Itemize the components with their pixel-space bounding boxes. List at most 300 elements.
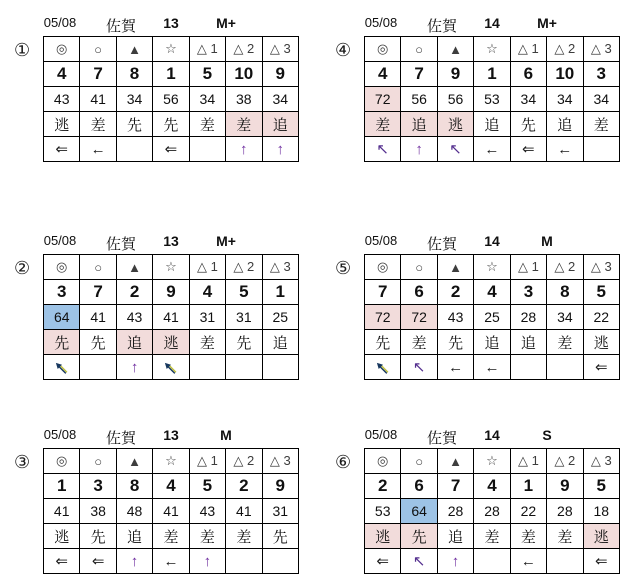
- running-style-cell: 差: [189, 112, 225, 137]
- arrow-cell: [474, 355, 510, 380]
- entry-number-cell: 5: [189, 474, 225, 499]
- number-row: [44, 62, 299, 87]
- arrow-left-icon: ←: [484, 140, 500, 158]
- table-index-badge: ③: [14, 452, 31, 472]
- running-style-cell: 差: [401, 330, 437, 355]
- percent-cell: 53: [365, 499, 401, 524]
- mark-symbol-cell: ▲: [437, 255, 473, 280]
- entry-number-cell: 4: [474, 474, 510, 499]
- entry-number-cell: 7: [80, 280, 116, 305]
- mark-symbol-cell: △ 3: [262, 449, 298, 474]
- table-index-badge: ④: [335, 40, 352, 60]
- symbol-row: [44, 255, 299, 280]
- arrow-cell: [437, 549, 473, 574]
- running-style-cell: 先: [437, 330, 473, 355]
- entry-number-cell: 1: [474, 62, 510, 87]
- running-style-row: [44, 524, 299, 549]
- percent-cell: 28: [547, 499, 583, 524]
- entry-number-cell: 2: [437, 280, 473, 305]
- mark-symbol-cell: ☆: [474, 255, 510, 280]
- arrow-cell: [44, 355, 80, 380]
- mark-symbol-cell: △ 2: [547, 255, 583, 280]
- mark-symbol-cell: ◎: [44, 449, 80, 474]
- entry-number-cell: 9: [153, 280, 189, 305]
- prediction-table: [364, 448, 620, 574]
- percent-cell: 41: [80, 87, 116, 112]
- arrow-left-icon: ←: [520, 552, 536, 570]
- race-block-4: [335, 12, 620, 162]
- mark-symbol-cell: ☆: [153, 37, 189, 62]
- mark-symbol-cell: ○: [80, 37, 116, 62]
- arrow-cell: [80, 549, 116, 574]
- arrow-double-left-icon: ⇐: [55, 552, 68, 570]
- arrow-double-left-icon: ⇐: [522, 140, 535, 158]
- percent-row: [44, 305, 299, 330]
- grade-label: S: [542, 427, 552, 443]
- percent-cell: 41: [153, 305, 189, 330]
- mark-symbol-cell: ☆: [474, 37, 510, 62]
- table-header: [364, 12, 620, 36]
- running-style-cell: 追: [116, 524, 152, 549]
- mark-symbol-cell: ▲: [437, 449, 473, 474]
- percent-cell: 53: [474, 87, 510, 112]
- symbol-row: [365, 449, 620, 474]
- prediction-table: [43, 36, 299, 162]
- percent-cell: 72: [365, 305, 401, 330]
- arrow-cell: [365, 137, 401, 162]
- mark-symbol-cell: ☆: [474, 449, 510, 474]
- arrow-cell: [153, 549, 189, 574]
- entry-number-cell: 2: [226, 474, 262, 499]
- table-index-badge: ⑥: [335, 452, 352, 472]
- percent-cell: 18: [583, 499, 619, 524]
- arrow-cell: [583, 137, 619, 162]
- running-style-cell: 先: [80, 524, 116, 549]
- prediction-table: [43, 254, 299, 380]
- percent-cell: 41: [226, 499, 262, 524]
- percent-cell: 64: [401, 499, 437, 524]
- running-style-cell: 逃: [44, 112, 80, 137]
- table-index-badge: ①: [14, 40, 31, 60]
- table-index-badge: ⑤: [335, 258, 352, 278]
- mark-symbol-cell: △ 1: [510, 255, 546, 280]
- entry-number-cell: 3: [44, 280, 80, 305]
- arrow-up-icon: ↑: [415, 140, 423, 158]
- running-style-cell: 逃: [437, 112, 473, 137]
- entry-number-cell: 7: [437, 474, 473, 499]
- percent-row: [365, 499, 620, 524]
- percent-cell: 34: [547, 305, 583, 330]
- arrow-row: [365, 137, 620, 162]
- arrow-double-left-icon: ⇐: [55, 140, 68, 158]
- running-style-cell: 先: [365, 330, 401, 355]
- arrow-cell: [153, 355, 189, 380]
- arrow-cell: [262, 355, 298, 380]
- entry-number-cell: 9: [262, 62, 298, 87]
- race-number-label: 14: [484, 427, 500, 443]
- prediction-table: [364, 254, 620, 380]
- running-style-cell: 先: [226, 330, 262, 355]
- percent-cell: 34: [547, 87, 584, 112]
- arrow-cell: [226, 137, 263, 162]
- percent-cell: 34: [262, 87, 298, 112]
- entry-number-cell: 6: [510, 62, 546, 87]
- race-block-1: [14, 12, 299, 162]
- mark-symbol-cell: ○: [80, 255, 116, 280]
- arrow-cell: [262, 549, 298, 574]
- race-number-label: 13: [163, 15, 179, 31]
- arrow-nw-icon: ↖: [412, 358, 426, 376]
- running-style-cell: 差: [474, 524, 510, 549]
- running-style-cell: 差: [365, 112, 401, 137]
- running-style-cell: 逃: [153, 330, 189, 355]
- arrow-nw-icon: ↖: [412, 552, 426, 570]
- arrow-cell: [437, 355, 473, 380]
- entry-number-cell: 2: [365, 474, 401, 499]
- arrow-cell: [226, 549, 262, 574]
- percent-cell: 72: [365, 87, 401, 112]
- entry-number-cell: 4: [189, 280, 225, 305]
- arrow-double-left-icon: ⇐: [594, 552, 608, 570]
- number-row: [365, 474, 620, 499]
- mark-symbol-cell: △ 2: [226, 449, 262, 474]
- entry-number-cell: 1: [44, 474, 80, 499]
- arrow-cell: [547, 137, 584, 162]
- running-style-cell: 差: [153, 524, 189, 549]
- grade-label: M+: [216, 15, 236, 31]
- entry-number-cell: 5: [226, 280, 262, 305]
- entry-number-cell: 4: [44, 62, 80, 87]
- entry-number-cell: 9: [437, 62, 473, 87]
- entry-number-cell: 3: [510, 280, 546, 305]
- arrow-up-icon: ↑: [130, 552, 139, 570]
- prediction-table: [364, 36, 620, 162]
- arrow-cell: [80, 137, 116, 162]
- running-style-cell: 差: [510, 524, 546, 549]
- running-style-cell: 追: [437, 524, 473, 549]
- percent-cell: 43: [437, 305, 473, 330]
- mark-symbol-cell: △ 3: [583, 449, 619, 474]
- entry-number-cell: 10: [226, 62, 263, 87]
- running-style-cell: 逃: [44, 524, 80, 549]
- entry-number-cell: 9: [262, 474, 298, 499]
- percent-cell: 56: [153, 87, 189, 112]
- percent-cell: 34: [583, 87, 619, 112]
- percent-cell: 48: [116, 499, 152, 524]
- percent-cell: 41: [80, 305, 116, 330]
- arrow-row: [365, 355, 620, 380]
- arrow-cell: [510, 549, 546, 574]
- grade-label: M: [220, 427, 232, 443]
- entry-number-cell: 1: [153, 62, 189, 87]
- running-style-cell: 先: [44, 330, 80, 355]
- arrow-cell: [365, 355, 401, 380]
- table-header: [43, 230, 299, 254]
- arrow-cell: [44, 137, 80, 162]
- percent-cell: 41: [44, 499, 80, 524]
- arrow-row: [44, 355, 299, 380]
- percent-cell: 31: [262, 499, 298, 524]
- race-block-6: [335, 424, 620, 574]
- race-block-2: [14, 230, 299, 380]
- percent-row: [365, 305, 620, 330]
- arrow-row: [365, 549, 620, 574]
- number-row: [365, 280, 620, 305]
- running-style-cell: 逃: [365, 524, 401, 549]
- arrow-nw-fancy-icon: [162, 360, 179, 377]
- running-style-row: [44, 330, 299, 355]
- running-style-cell: 追: [401, 112, 437, 137]
- table-header: [43, 424, 299, 448]
- arrow-cell: [510, 137, 546, 162]
- arrow-cell: [80, 355, 116, 380]
- mark-symbol-cell: ○: [401, 449, 437, 474]
- arrow-nw-fancy-icon: [53, 360, 70, 377]
- symbol-row: [365, 255, 620, 280]
- table-header: [43, 12, 299, 36]
- arrow-row: [44, 137, 299, 162]
- percent-cell: 31: [226, 305, 262, 330]
- entry-number-cell: 10: [547, 62, 584, 87]
- entry-number-cell: 7: [401, 62, 437, 87]
- arrow-left-icon: ←: [484, 358, 500, 376]
- running-style-cell: 差: [226, 112, 263, 137]
- grade-label: M+: [537, 15, 557, 31]
- arrow-nw-icon: ↖: [376, 140, 389, 158]
- mark-symbol-cell: △ 3: [583, 37, 619, 62]
- running-style-cell: 差: [583, 112, 619, 137]
- running-style-cell: 逃: [583, 330, 619, 355]
- arrow-double-left-icon: ⇐: [376, 552, 389, 570]
- percent-cell: 34: [116, 87, 152, 112]
- entry-number-cell: 8: [116, 62, 152, 87]
- mark-symbol-cell: ○: [401, 255, 437, 280]
- entry-number-cell: 2: [116, 280, 152, 305]
- arrow-cell: [116, 549, 152, 574]
- venue-label: 佐賀: [426, 430, 458, 447]
- prediction-table: [43, 448, 299, 574]
- number-row: [365, 62, 620, 87]
- running-style-cell: 先: [153, 112, 189, 137]
- mark-symbol-cell: ▲: [116, 37, 152, 62]
- entry-number-cell: 4: [474, 280, 510, 305]
- table-header: [364, 424, 620, 448]
- mark-symbol-cell: ◎: [44, 255, 80, 280]
- mark-symbol-cell: △ 2: [547, 449, 583, 474]
- arrow-left-icon: ←: [90, 140, 106, 158]
- percent-cell: 25: [262, 305, 298, 330]
- arrow-cell: [401, 549, 437, 574]
- running-style-cell: 追: [262, 330, 298, 355]
- running-style-cell: 追: [474, 112, 510, 137]
- running-style-row: [365, 330, 620, 355]
- running-style-cell: 逃: [583, 524, 619, 549]
- mark-symbol-cell: ◎: [44, 37, 80, 62]
- percent-cell: 41: [153, 499, 189, 524]
- arrow-cell: [401, 355, 437, 380]
- entry-number-cell: 6: [401, 474, 437, 499]
- arrow-cell: [44, 549, 80, 574]
- mark-symbol-cell: △ 3: [262, 255, 298, 280]
- running-style-cell: 追: [547, 112, 584, 137]
- mark-symbol-cell: ▲: [116, 255, 152, 280]
- running-style-cell: 差: [547, 330, 583, 355]
- date-label: 05/08: [364, 15, 398, 30]
- mark-symbol-cell: △ 2: [547, 37, 584, 62]
- arrow-cell: [474, 549, 510, 574]
- arrow-cell: [189, 355, 225, 380]
- number-row: [44, 280, 299, 305]
- race-number-label: 13: [163, 427, 179, 443]
- mark-symbol-cell: △ 2: [226, 37, 263, 62]
- arrow-cell: [583, 355, 619, 380]
- entry-number-cell: 8: [116, 474, 152, 499]
- running-style-cell: 先: [116, 112, 152, 137]
- mark-symbol-cell: △ 2: [226, 255, 262, 280]
- arrow-cell: [262, 137, 298, 162]
- race-number-label: 14: [484, 15, 500, 31]
- arrow-up-icon: ↑: [276, 140, 285, 158]
- arrow-up-icon: ↑: [203, 552, 212, 570]
- entry-number-cell: 7: [80, 62, 116, 87]
- running-style-cell: 差: [226, 524, 262, 549]
- arrow-nw-icon: ↖: [449, 140, 462, 158]
- arrow-cell: [189, 137, 225, 162]
- mark-symbol-cell: ○: [80, 449, 116, 474]
- percent-cell: 25: [474, 305, 510, 330]
- arrow-left-icon: ←: [448, 358, 464, 376]
- race-block-3: [14, 424, 299, 574]
- arrow-cell: [474, 137, 510, 162]
- percent-cell: 22: [510, 499, 546, 524]
- mark-symbol-cell: △ 1: [189, 255, 225, 280]
- percent-cell: 28: [437, 499, 473, 524]
- running-style-cell: 追: [262, 112, 298, 137]
- race-block-5: [335, 230, 620, 380]
- running-style-cell: 差: [547, 524, 583, 549]
- arrow-cell: [510, 355, 546, 380]
- date-label: 05/08: [364, 233, 398, 248]
- running-style-cell: 先: [262, 524, 298, 549]
- venue-label: 佐賀: [426, 236, 458, 253]
- mark-symbol-cell: △ 3: [262, 37, 298, 62]
- arrow-cell: [116, 137, 152, 162]
- mark-symbol-cell: ▲: [116, 449, 152, 474]
- mark-symbol-cell: △ 1: [510, 449, 546, 474]
- date-label: 05/08: [43, 15, 77, 30]
- percent-cell: 38: [80, 499, 116, 524]
- race-number-label: 14: [484, 233, 500, 249]
- running-style-cell: 差: [80, 112, 116, 137]
- arrow-up-icon: ↑: [451, 552, 460, 570]
- mark-symbol-cell: ☆: [153, 255, 189, 280]
- entry-number-cell: 1: [262, 280, 298, 305]
- mark-symbol-cell: △ 3: [583, 255, 619, 280]
- entry-number-cell: 9: [547, 474, 583, 499]
- percent-row: [44, 87, 299, 112]
- running-style-cell: 差: [189, 524, 225, 549]
- date-label: 05/08: [43, 427, 77, 442]
- percent-cell: 56: [401, 87, 437, 112]
- percent-cell: 43: [44, 87, 80, 112]
- running-style-cell: 差: [189, 330, 225, 355]
- percent-cell: 43: [116, 305, 152, 330]
- date-label: 05/08: [364, 427, 398, 442]
- arrow-cell: [226, 355, 262, 380]
- percent-row: [44, 499, 299, 524]
- running-style-cell: 先: [401, 524, 437, 549]
- mark-symbol-cell: △ 1: [189, 449, 225, 474]
- mark-symbol-cell: ☆: [153, 449, 189, 474]
- arrow-up-icon: ↑: [240, 140, 248, 158]
- arrow-cell: [547, 355, 583, 380]
- entry-number-cell: 3: [583, 62, 619, 87]
- symbol-row: [44, 37, 299, 62]
- arrow-cell: [189, 549, 225, 574]
- running-style-cell: 先: [510, 112, 546, 137]
- arrow-left-icon: ←: [163, 552, 179, 570]
- entry-number-cell: 7: [365, 280, 401, 305]
- symbol-row: [44, 449, 299, 474]
- percent-cell: 72: [401, 305, 437, 330]
- running-style-cell: 追: [474, 330, 510, 355]
- percent-cell: 28: [510, 305, 546, 330]
- arrow-cell: [401, 137, 437, 162]
- entry-number-cell: 8: [547, 280, 583, 305]
- venue-label: 佐賀: [105, 430, 137, 447]
- entry-number-cell: 5: [583, 280, 619, 305]
- percent-cell: 31: [189, 305, 225, 330]
- entry-number-cell: 4: [365, 62, 401, 87]
- running-style-cell: 追: [116, 330, 152, 355]
- mark-symbol-cell: ◎: [365, 255, 401, 280]
- arrow-double-left-icon: ⇐: [164, 140, 178, 158]
- arrow-left-icon: ←: [557, 140, 573, 158]
- mark-symbol-cell: △ 1: [189, 37, 225, 62]
- percent-cell: 34: [189, 87, 225, 112]
- grade-label: M: [541, 233, 553, 249]
- entry-number-cell: 1: [510, 474, 546, 499]
- running-style-cell: 追: [510, 330, 546, 355]
- arrow-cell: [153, 137, 189, 162]
- arrow-row: [44, 549, 299, 574]
- table-header: [364, 230, 620, 254]
- venue-label: 佐賀: [426, 18, 458, 35]
- mark-symbol-cell: ◎: [365, 449, 401, 474]
- arrow-cell: [365, 549, 401, 574]
- entry-number-cell: 6: [401, 280, 437, 305]
- table-index-badge: ②: [14, 258, 31, 278]
- mark-symbol-cell: ◎: [365, 37, 401, 62]
- running-style-row: [365, 524, 620, 549]
- grade-label: M+: [216, 233, 236, 249]
- date-label: 05/08: [43, 233, 77, 248]
- venue-label: 佐賀: [105, 236, 137, 253]
- arrow-cell: [583, 549, 619, 574]
- symbol-row: [365, 37, 620, 62]
- percent-cell: 43: [189, 499, 225, 524]
- arrow-cell: [437, 137, 473, 162]
- mark-symbol-cell: △ 1: [510, 37, 546, 62]
- percent-cell: 64: [44, 305, 80, 330]
- mark-symbol-cell: ○: [401, 37, 437, 62]
- entry-number-cell: 3: [80, 474, 116, 499]
- entry-number-cell: 4: [153, 474, 189, 499]
- arrow-up-icon: ↑: [130, 358, 139, 376]
- entry-number-cell: 5: [189, 62, 225, 87]
- arrow-nw-fancy-icon: [374, 360, 391, 377]
- entry-number-cell: 5: [583, 474, 619, 499]
